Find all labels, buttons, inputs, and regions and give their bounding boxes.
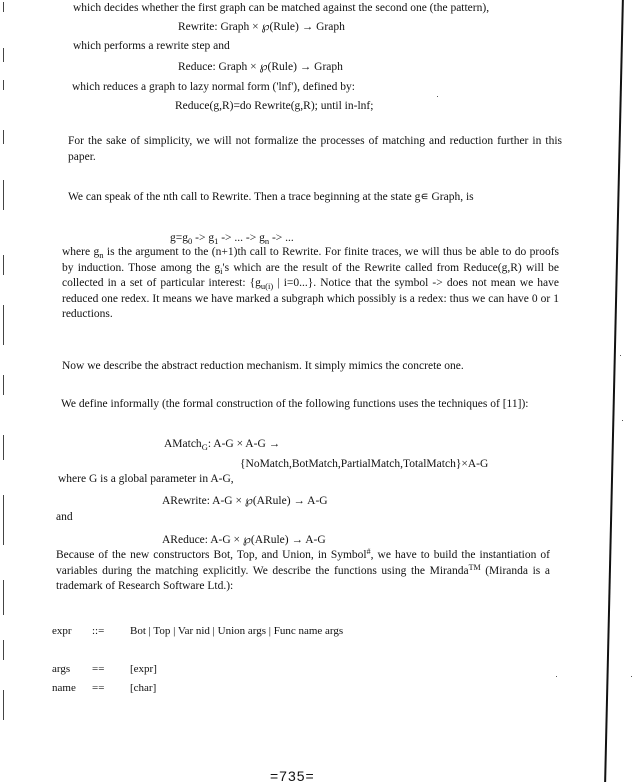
- grammar-rhs: [char]: [130, 682, 157, 694]
- text: 's which are the result of the Rewrite called from Reduce(g,R) will be collected in a set of particular interest: {g: [62, 261, 560, 289]
- scan-speck: [631, 676, 632, 677]
- subscript: 0: [188, 236, 193, 246]
- scan-mark: [3, 580, 4, 615]
- scan-mark: [3, 130, 4, 144]
- text: : A-G × A-G →: [207, 438, 281, 450]
- grammar-lhs: args: [52, 663, 71, 675]
- grammar-rhs: Bot | Top | Var nid | Union args | Func name args: [130, 625, 344, 637]
- trace-arrow: -> g: [192, 232, 215, 244]
- text-line: where G is a global parameter in A-G,: [58, 473, 234, 485]
- text: , we have to build the instantiation of variables during the matching explicitly. We describe the functions using the Miranda: [56, 549, 550, 577]
- scan-speck: [622, 420, 623, 421]
- page-number: =735=: [270, 768, 315, 784]
- scan-mark: [3, 375, 4, 395]
- scan-mark: [3, 690, 4, 720]
- trace-arrow: -> ... -> g: [218, 232, 265, 244]
- subscript: i: [220, 265, 223, 276]
- paragraph-because: [56, 548, 550, 595]
- arewrite-signature: ARewrite: A-G × ℘(ARule) → A-G: [162, 495, 328, 507]
- scan-mark: [3, 495, 4, 545]
- text: AMatch: [164, 438, 202, 450]
- text: (Miranda is a trademark of Research Software Ltd.):: [56, 564, 550, 592]
- text-line: which reduces a graph to lazy normal form ('lnf'), defined by:: [72, 81, 355, 93]
- text-line: which decides whether the first graph can be matched against the second one (the pattern),: [73, 2, 490, 14]
- scan-mark: [3, 435, 4, 460]
- reduce-signature: Reduce: Graph × ℘(Rule) → Graph: [178, 61, 343, 73]
- grammar-op: ::=: [92, 625, 105, 637]
- text: Because of the new constructors Bot, Top, and Union, in Symbol: [56, 549, 367, 561]
- scan-speck: [437, 96, 438, 97]
- paragraph-abstract: Now we describe the abstract reduction mechanism. It simply mimics the concrete one.: [62, 360, 464, 372]
- text: | i=0...}. Notice that the symbol -> does not mean we have reduced one redex. It means we have marked a subgraph which possibly is a redex: thus we can have 0 or 1 reductions.: [62, 277, 559, 320]
- subscript: u(i): [260, 281, 274, 291]
- grammar-rhs: [expr]: [130, 663, 157, 675]
- scan-mark: [3, 2, 4, 12]
- subscript: n: [99, 250, 104, 260]
- grammar-op: ==: [92, 682, 105, 694]
- scan-mark: [3, 48, 4, 62]
- amatch-result: {NoMatch,BotMatch,PartialMatch,TotalMatch}×A-G: [240, 458, 489, 470]
- subscript: G: [201, 442, 208, 452]
- trademark: TM: [468, 562, 481, 572]
- scan-speck: [556, 676, 557, 677]
- subscript: 1: [214, 236, 219, 246]
- paragraph-trace: We can speak of the nth call to Rewrite. Then a trace beginning at the state g∊ Graph, is: [68, 191, 474, 203]
- text: is the argument to the (n+1)th call to Rewrite. For finite traces, we will thus be able to do proofs by induction. Those among the g: [62, 246, 560, 274]
- areduce-signature: AReduce: A-G × ℘(ARule) → A-G: [162, 534, 326, 546]
- text-line: and: [56, 511, 73, 523]
- paragraph-define: We define informally (the formal construction of the following functions uses the techniques of [11]):: [61, 398, 529, 410]
- subscript: n: [264, 236, 270, 246]
- paragraph-where: [62, 245, 559, 323]
- scan-mark: [3, 180, 4, 210]
- trace-arrow: -> ...: [269, 232, 294, 244]
- scan-mark: [3, 255, 4, 275]
- rewrite-signature: Rewrite: Graph × ℘(Rule) → Graph: [178, 21, 345, 33]
- superscript: #: [366, 547, 371, 556]
- trace-g: g=g: [170, 232, 188, 244]
- scan-mark: [3, 305, 4, 345]
- grammar-lhs: name: [52, 682, 76, 694]
- scan-border-right: [604, 0, 624, 782]
- trace-formula: [170, 231, 294, 245]
- reduce-definition: Reduce(g,R)=do Rewrite(g,R); until in-lnf;: [175, 100, 374, 112]
- text-line: which performs a rewrite step and: [73, 40, 230, 52]
- grammar-op: ==: [92, 663, 105, 675]
- paragraph-simplicity: For the sake of simplicity, we will not formalize the processes of matching and reduction further in this paper.: [68, 135, 562, 163]
- text: where g: [62, 246, 100, 258]
- scan-mark: [3, 80, 4, 90]
- amatch-signature: [164, 437, 280, 451]
- scan-speck: [620, 355, 621, 356]
- scan-mark: [3, 640, 4, 660]
- grammar-lhs: expr: [52, 625, 72, 637]
